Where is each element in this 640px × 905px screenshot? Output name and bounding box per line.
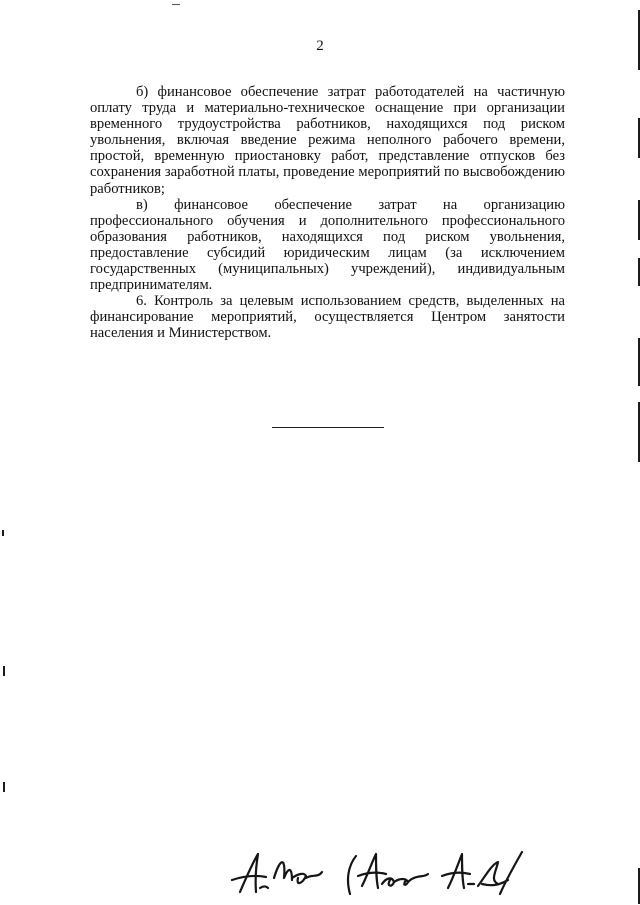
scan-artifact-top	[172, 4, 180, 5]
paragraph-b: б) финансовое обеспечение затрат работодателей на частичную оплату труда и материально-техническое оснащение при организации временного трудоустройства работников, находящихся под риском увольнения, включая введение режима неполного рабочего времени, простой, временную приостановку работ, представление отпусков без сохранения заработной платы, проведение мероприятий по высвобождению работников;	[90, 84, 565, 197]
end-separator-line	[272, 427, 384, 428]
scan-mark-left-1	[2, 530, 4, 536]
scan-mark-left-3	[3, 782, 5, 792]
paragraph-6: 6. Контроль за целевым использованием средств, выделенных на финансирование мероприятий, осуществляется Центром занятости населения и Министерством.	[90, 293, 565, 342]
paragraph-v: в) финансовое обеспечение затрат на организацию профессионального обучения и дополнительного профессионального образования работников, находящихся под риском увольнения, предоставление субсидий юридическим лицам (за исключением государственных (муниципальных) учреждений), индивидуальным предпринимателям.	[90, 196, 565, 294]
handwritten-signature	[222, 848, 532, 898]
page-number: 2	[316, 38, 324, 54]
scan-mark-left-2	[3, 666, 5, 676]
document-body	[90, 84, 565, 342]
